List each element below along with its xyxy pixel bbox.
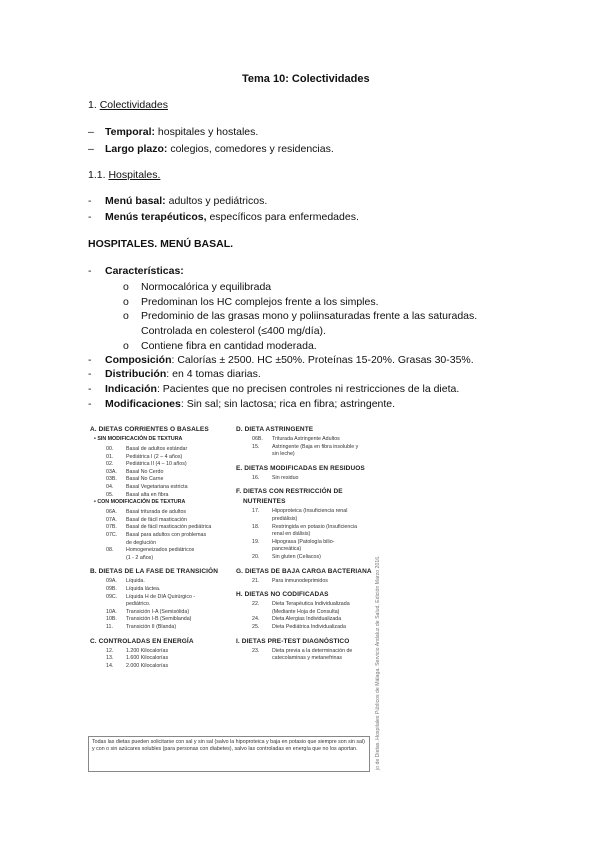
diet-code-item [252, 624, 346, 631]
diet-code: 07B. [106, 524, 117, 531]
diet-code: 12. [106, 647, 114, 654]
diet-code-item [252, 539, 334, 546]
diet-name: Líquida. [126, 578, 145, 585]
diet-code-item [252, 578, 328, 585]
bullet-modificaciones [88, 398, 395, 411]
diet-code: 14. [106, 662, 114, 669]
diet-code-item [106, 663, 168, 670]
diet-name: Para inmunodeprimidos [272, 577, 328, 584]
diet-name: Sin residuo [272, 474, 299, 481]
diet-code: 25. [252, 624, 260, 630]
diet-group-heading: D. DIETA ASTRINGENTE [236, 426, 314, 433]
diet-code-item [106, 492, 168, 499]
subitem-hc-complejos [123, 296, 379, 309]
diet-code-item [252, 436, 340, 443]
diet-name: Pediátrica II (4 – 10 años) [126, 461, 187, 468]
subitem-grasas [123, 310, 477, 323]
diet-code-item [106, 446, 187, 453]
diet-group-heading: C. CONTROLADAS EN ENERGÍA [90, 637, 194, 645]
diet-code-item [252, 554, 321, 561]
diet-codes-side-caption: jo de Dietas. Hospitales Públicos de Málaga. Servicio Andaluz de Salud. Edición Marzo 2016. [375, 555, 381, 770]
subitem-grasas-continuation: Controlada en colesterol (≤400 mg/día). [141, 325, 326, 337]
diet-code-item [106, 655, 168, 662]
diet-code: 09B. [106, 586, 117, 592]
diet-name: Basal Vegetariana estricta [126, 484, 188, 490]
bullet-dash: - [88, 398, 92, 410]
bullet-text: colegios, comedores y residencias. [167, 143, 334, 155]
bullet-term: Modificaciones [105, 398, 181, 410]
diet-code-item [106, 454, 182, 461]
diet-code: 04. [106, 484, 114, 490]
heading-menu-basal: HOSPITALES. MENÚ BASAL. [88, 238, 234, 250]
diet-name-continuation: pancreática) [272, 546, 302, 553]
bullet-term: Menús terapéuticos, [105, 211, 207, 223]
bullet-text: hospitales y hostales. [154, 126, 259, 138]
diet-name: Astringente (Baja en fibra insoluble y [272, 443, 359, 450]
diet-name: 2.000 Kilocalorías [126, 662, 169, 669]
section-1-1-heading [88, 169, 160, 182]
diet-code: 03A. [106, 468, 117, 475]
diet-name: Hipograsa (Patología bilio- [272, 538, 335, 545]
bullet-dash: - [88, 265, 92, 277]
diet-code-item [106, 594, 195, 601]
diet-code: 07C. [106, 532, 118, 538]
diet-name: Transición II (Blanda) [126, 624, 177, 630]
diet-code: 09A. [106, 578, 117, 585]
diet-code-item [106, 509, 186, 516]
diet-code-item [252, 524, 357, 531]
diet-name-continuation: catecolaminas y metanefrinas [272, 655, 343, 662]
diet-code: 06B. [252, 436, 263, 442]
diet-name: Transición I-B (Semiblanda) [126, 616, 192, 623]
diet-code: 19. [252, 538, 260, 545]
diet-name: Pediátrica I (2 – 4 años) [126, 453, 183, 460]
bullet-dash: - [88, 368, 92, 380]
diet-code: 17. [252, 508, 260, 515]
bullet-term: Indicación [105, 383, 157, 395]
diet-group-heading: A. DIETAS CORRIENTES O BASALES [90, 426, 209, 433]
diet-name-continuation: (1 - 2 años) [126, 554, 154, 561]
diet-code-item [106, 532, 206, 539]
bullet-dash: – [88, 126, 94, 138]
bullet-term: Temporal: [105, 126, 155, 138]
diet-group-heading: F. DIETAS CON RESTRICCIÓN DE [236, 488, 343, 496]
diet-code: 10A. [106, 608, 117, 615]
diet-code-item [252, 601, 350, 608]
diet-code-item [252, 648, 352, 655]
bullet-term: Largo plazo: [105, 143, 168, 155]
bullet-term: Distribución [105, 368, 167, 380]
diet-code: 03B. [106, 476, 117, 483]
diet-code: 01. [106, 453, 114, 460]
diet-code-item [106, 547, 194, 554]
section-1-number: 1. [88, 99, 97, 111]
diet-name-continuation: (Mediante Hoja de Consulta) [272, 608, 340, 615]
diet-code-item [106, 484, 188, 491]
diet-code-item [106, 616, 191, 623]
diet-code: 20. [252, 554, 260, 560]
diet-name-continuation: renal en diálisis) [272, 531, 311, 538]
diet-name: Basal No Cerdo [126, 468, 164, 475]
diet-code-item [106, 469, 163, 476]
diet-code-item [252, 616, 341, 623]
diet-group-heading: G. DIETAS DE BAJA CARGA BACTERIANA [236, 567, 372, 575]
bullet-menus-terapeuticos [88, 211, 359, 224]
diet-name: 1.200 Kilocalorías [126, 647, 169, 654]
bullet-text: : Calorías ± 2500. HC ±50%. Proteínas 15-20%. Grasas 30-35%. [171, 354, 474, 366]
bullet-text: adultos y pediátricos. [165, 195, 268, 207]
section-1-1-label: Hospitales. [108, 169, 161, 181]
subitem-bullet: o [123, 281, 129, 293]
diet-code-item [106, 586, 160, 593]
diet-code: 00. [106, 446, 114, 452]
diet-code-item [106, 648, 168, 655]
bullet-indicacion [88, 383, 459, 396]
subitem-normocalorica [123, 281, 271, 294]
diet-code-item [106, 517, 187, 524]
diet-code: 05. [106, 491, 114, 498]
diet-code: 09C. [106, 593, 118, 600]
bullet-text: : en 4 tomas diarias. [166, 368, 261, 380]
diet-code-item [252, 508, 347, 515]
diet-name-continuation: sin leche) [272, 451, 295, 458]
bullet-temporal [88, 126, 258, 139]
subitem-text: Normocalórica y equilibrada [141, 281, 272, 293]
diet-code: 24. [252, 616, 260, 623]
diet-name: Basal de adultos estándar [126, 446, 188, 452]
diet-name: Dieta Terapéutica Individualizada [272, 601, 350, 608]
bullet-dash: - [88, 354, 92, 366]
diet-name-continuation: prediálisis) [272, 516, 298, 522]
diet-code-item [252, 475, 299, 482]
diet-name-continuation: de deglución [126, 539, 157, 546]
diet-name: Basal de fácil masticación [126, 516, 187, 523]
diet-subgroup-heading: • CON MODIFICACIÓN DE TEXTURA [94, 499, 186, 506]
bullet-term: Menú basal: [105, 195, 166, 207]
bullet-text: : Pacientes que no precisen controles ni restricciones de la dieta. [156, 383, 460, 395]
bullet-composicion [88, 354, 474, 367]
subitem-fibra [123, 340, 317, 353]
diet-name: Dieta Alergias Individualizada [272, 616, 342, 623]
diet-codes-note: Todas las dietas pueden solicitarse con sal y sin sal (salvo la hipoproteica y baja en potasio que siempre son sin sal) y con o sin azúcares solubles (para personas con diabetes), salvo las controladas en energía que no los aportan. [88, 736, 370, 772]
diet-code-item [106, 578, 145, 585]
diet-code: 02. [106, 461, 114, 468]
bullet-term: Composición [105, 354, 172, 366]
diet-codes-image [88, 418, 386, 776]
diet-code-item [252, 444, 358, 451]
diet-name: Basal de fácil masticación pediátrica [126, 524, 212, 531]
diet-subgroup-heading: • SIN MODIFICACIÓN DE TEXTURA [94, 436, 183, 442]
diet-code-item [106, 624, 176, 631]
diet-code-item [106, 609, 189, 616]
diet-name: Basal triturada de adultos [126, 509, 187, 516]
diet-code: 16. [252, 474, 260, 481]
section-1-1-number: 1.1. [88, 169, 106, 181]
diet-name: Basal para adultos con problemas [126, 532, 207, 538]
subitem-bullet: o [123, 296, 129, 308]
diet-code: 15. [252, 443, 260, 450]
diet-code: 23. [252, 647, 260, 654]
diet-name: Sin gluten (Celiacos) [272, 554, 321, 560]
diet-name: Basal alta en fibra [126, 491, 169, 498]
subitem-text: Predominan los HC complejos frente a los simples. [141, 296, 379, 308]
section-1-heading [88, 99, 168, 112]
diet-group-heading: B. DIETAS DE LA FASE DE TRANSICIÓN [90, 568, 218, 576]
diet-name: Transición I-A (Semisólida) [126, 608, 190, 615]
diet-name: Triturada Astringente Adultos [272, 436, 340, 442]
section-1-label: Colectividades [99, 99, 168, 111]
diet-name: Basal No Carne [126, 476, 164, 483]
diet-code-item [106, 476, 163, 483]
subitem-bullet: o [123, 310, 129, 322]
diet-name: Líquida láctea. [126, 586, 161, 592]
diet-code: 06A. [106, 509, 117, 516]
diet-name: Homogeneizados pediátricos [126, 547, 195, 554]
diet-name-continuation: pediátrico. [126, 601, 151, 608]
diet-code-item [106, 461, 187, 468]
bullet-menu-basal [88, 195, 267, 208]
diet-code: 08. [106, 547, 114, 554]
bullet-largo-plazo [88, 143, 334, 156]
diet-name: Dieta Pediátrica Individualizada [272, 624, 346, 630]
diet-code: 22. [252, 601, 260, 608]
caracteristicas-heading [88, 265, 184, 278]
diet-name: Restringida en potasio (Insuficiencia [272, 523, 358, 530]
diet-group-heading: E. DIETAS MODIFICADAS EN RESIDUOS [236, 464, 365, 472]
diet-group-heading: H. DIETAS NO CODIFICADAS [236, 591, 329, 599]
bullet-text: específicos para enfermedades. [206, 211, 359, 223]
diet-name: 1.600 Kilocalorías [126, 655, 169, 662]
diet-name: Líquida H de DIA Quirúrgico - [126, 593, 196, 600]
bullet-dash: – [88, 143, 94, 155]
diet-code: 10B. [106, 616, 117, 623]
diet-code: 18. [252, 523, 260, 530]
subitem-text: Predominio de las grasas mono y poliinsaturadas frente a las saturadas. [141, 310, 478, 322]
diet-code: 21. [252, 577, 260, 584]
diet-code: 13. [106, 655, 114, 662]
diet-group-heading: NUTRIENTES [243, 498, 286, 506]
bullet-dash: - [88, 383, 92, 395]
diet-name: Dieta previa a la determinación de [272, 647, 353, 654]
subitem-bullet: o [123, 340, 129, 352]
bullet-dash: - [88, 195, 92, 207]
diet-code: 11. [106, 624, 113, 630]
bullet-term: Características: [105, 265, 184, 277]
diet-code: 07A. [106, 516, 117, 523]
bullet-text: : Sin sal; sin lactosa; rica en fibra; astringente. [180, 398, 396, 410]
bullet-distribucion [88, 368, 261, 381]
bullet-dash: - [88, 211, 92, 223]
diet-group-heading: I. DIETAS PRE-TEST DIAGNÓSTICO [236, 637, 350, 645]
diet-code-item [106, 524, 211, 531]
diet-name: Hipoproteica (Insuficiencia renal [272, 508, 348, 515]
page-title: Tema 10: Colectividades [242, 73, 370, 85]
subitem-text: Contiene fibra en cantidad moderada. [141, 340, 317, 352]
